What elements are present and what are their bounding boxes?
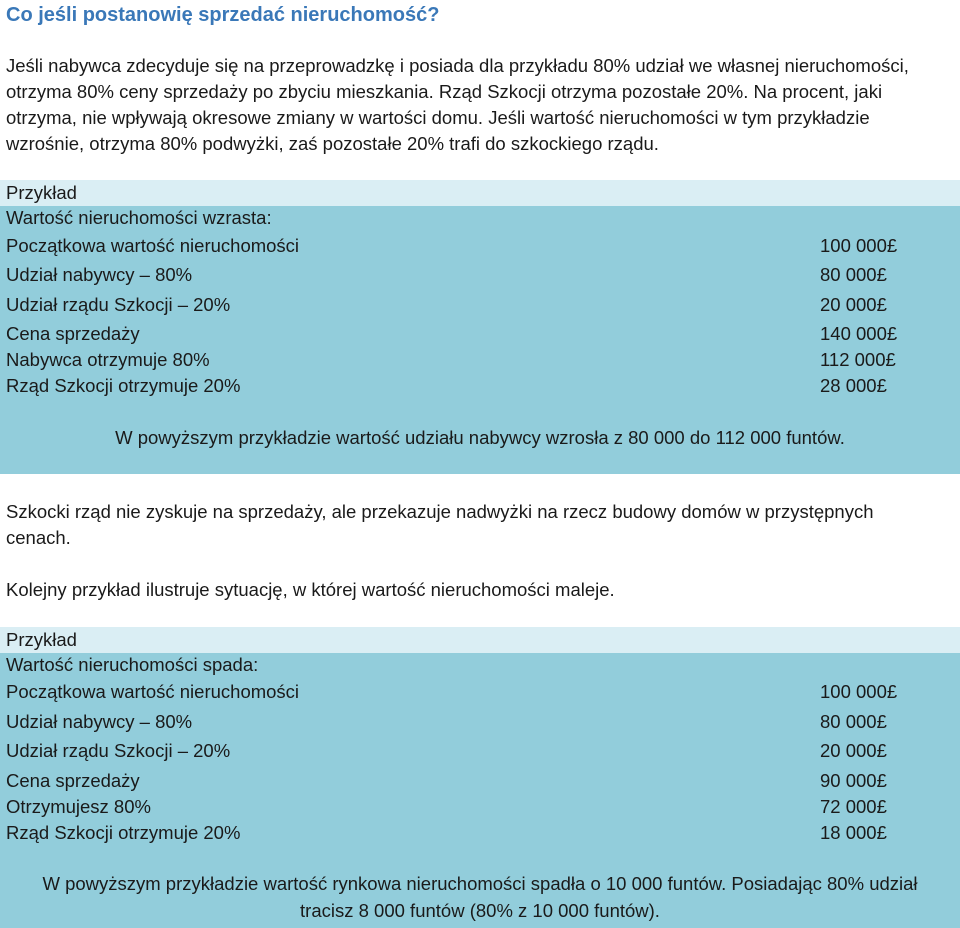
row-label: Rząd Szkocji otrzymuje 20% xyxy=(6,822,241,843)
example-body xyxy=(0,653,960,928)
intro-line: otrzyma 80% ceny sprzedaży po zbyciu mieszkania. Rząd Szkocji otrzyma pozostałe 20%. Na procent, jaki xyxy=(6,81,883,102)
row-value: 112 000£ xyxy=(820,349,896,370)
intro-line: otrzyma, nie wpływają okresowe zmiany w wartości domu. Jeśli wartość nieruchomości w tym przykładzie xyxy=(6,107,870,128)
example-box-increase xyxy=(0,180,960,474)
row-label: Początkowa wartość nieruchomości xyxy=(6,681,300,702)
row-label: Cena sprzedaży xyxy=(6,770,140,791)
row-label: Cena sprzedaży xyxy=(6,323,140,344)
row-value: 20 000£ xyxy=(820,294,887,315)
row-label: Nabywca otrzymuje 80% xyxy=(6,349,210,370)
row-value: 140 000£ xyxy=(820,323,898,344)
example-body xyxy=(0,206,960,474)
row-value: 90 000£ xyxy=(820,770,887,791)
row-value: 80 000£ xyxy=(820,264,887,285)
row-label: Otrzymujesz 80% xyxy=(6,796,151,817)
example-header: Przykład xyxy=(0,180,960,206)
conclusion-line: W powyższym przykładzie wartość udziału nabywcy wzrosła z 80 000 do 112 000 funtów. xyxy=(115,427,845,448)
intro-paragraph xyxy=(6,53,909,157)
middle-line: Szkocki rząd nie zyskuje na sprzedaży, ale przekazuje nadwyżki na rzecz budowy domów w przystępnych xyxy=(6,501,874,522)
row-value: 100 000£ xyxy=(820,235,898,256)
example-subtitle: Wartość nieruchomości spada: xyxy=(6,654,259,675)
row-value: 20 000£ xyxy=(820,740,887,761)
row-value: 18 000£ xyxy=(820,822,887,843)
row-label: Rząd Szkocji otrzymuje 20% xyxy=(6,375,241,396)
conclusion-line: W powyższym przykładzie wartość rynkowa nieruchomości spadła o 10 000 funtów. Posiadając 80% udział xyxy=(42,873,918,894)
intro-line: wzrośnie, otrzyma 80% podwyżki, zaś pozostałe 20% trafi do szkockiego rządu. xyxy=(6,133,659,154)
page-title: Co jeśli postanowię sprzedać nieruchomość? xyxy=(6,4,440,26)
intro-line: Jeśli nabywca zdecyduje się na przeprowadzkę i posiada dla przykładu 80% udział we własnej nieruchomości, xyxy=(6,55,909,76)
row-value: 28 000£ xyxy=(820,375,887,396)
row-value: 80 000£ xyxy=(820,711,887,732)
row-value: 100 000£ xyxy=(820,681,898,702)
row-label: Udział nabywcy – 80% xyxy=(6,711,193,732)
middle-paragraph xyxy=(6,499,874,551)
example-subtitle: Wartość nieruchomości wzrasta: xyxy=(6,207,272,228)
row-label: Udział rządu Szkocji – 20% xyxy=(6,740,231,761)
conclusion-line: tracisz 8 000 funtów (80% z 10 000 funtów). xyxy=(300,900,660,921)
row-label: Początkowa wartość nieruchomości xyxy=(6,235,300,256)
example-box-decrease xyxy=(0,627,960,928)
row-label: Udział nabywcy – 80% xyxy=(6,264,193,285)
example-header: Przykład xyxy=(0,627,960,653)
middle-line: cenach. xyxy=(6,527,71,548)
example-conclusion xyxy=(0,424,960,451)
example-conclusion xyxy=(0,870,960,924)
next-example-intro: Kolejny przykład ilustruje sytuację, w której wartość nieruchomości maleje. xyxy=(6,579,615,600)
row-value: 72 000£ xyxy=(820,796,887,817)
row-label: Udział rządu Szkocji – 20% xyxy=(6,294,231,315)
